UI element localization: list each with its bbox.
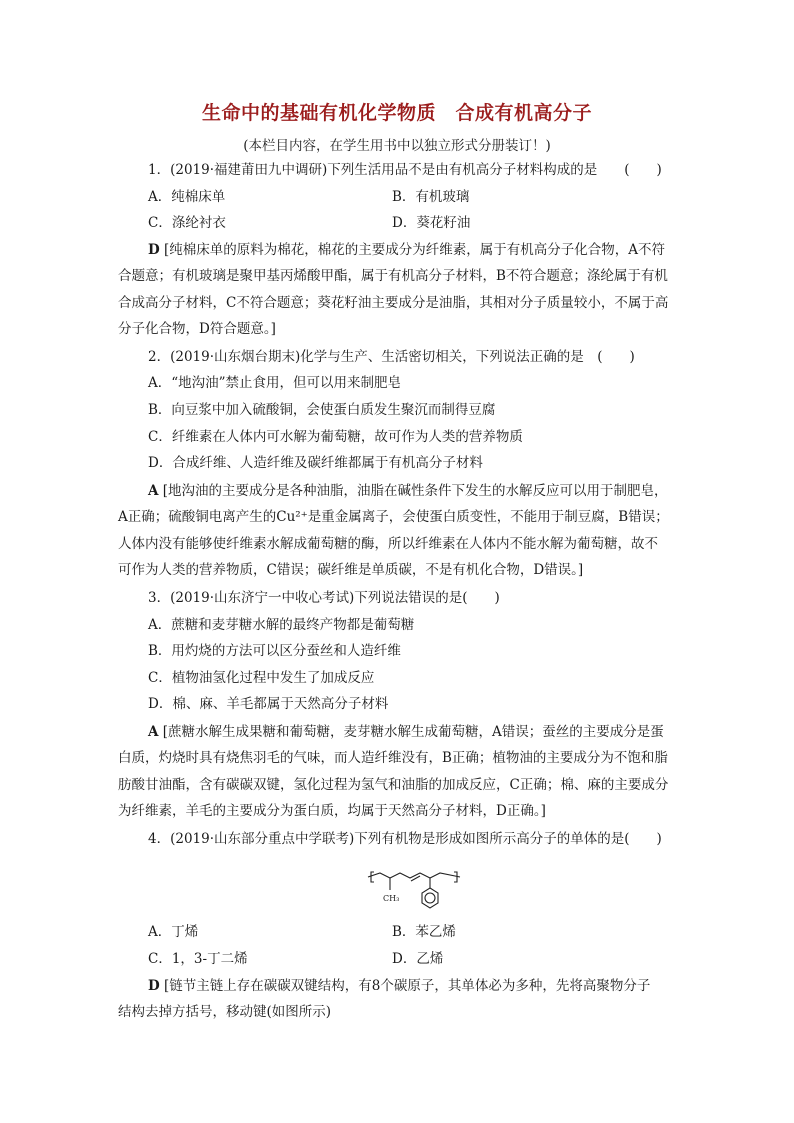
q1-option-b: B．有机玻璃 <box>392 189 470 205</box>
q2-option-c: C．纤维素在人体内可水解为葡萄糖，故可作为人类的营养物质 <box>148 429 523 445</box>
q2-option-a: A．“地沟油”禁止食用，但可以用来制肥皂 <box>148 375 402 391</box>
page-title: 生命中的基础有机化学物质 合成有机高分子 <box>201 102 592 124</box>
left-bracket <box>371 872 374 882</box>
q3-exp1: [蔗糖水解生成果糖和葡萄糖，麦芽糖水解生成葡萄糖，A错误；蚕丝的主要成分是蛋 <box>162 724 664 740</box>
q4-exp2: 结构去掉方括号，移动键(如图所示) <box>118 1004 332 1020</box>
q3-option-a: A．蔗糖和麦芽糖水解的最终产物都是葡萄糖 <box>148 617 415 633</box>
q4-option-d: D．乙烯 <box>392 951 444 967</box>
q3-explanation-line1 <box>148 722 664 742</box>
q2-answer: A <box>148 483 159 499</box>
q2-exp1: [地沟油的主要成分是各种油脂，油脂在碱性条件下发生的水解反应可以用于制肥皂， <box>162 483 668 499</box>
q1-exp3: 合成高分子材料，C不符合题意；葵花籽油主要成分是油脂，其相对分子质量较小，不属于高 <box>118 295 669 311</box>
q1-explanation-line1 <box>148 240 665 260</box>
q2-exp4: 可作为人类的营养物质，C错误；碳纤维是单质碳，不是有机化合物，D错误。] <box>118 562 584 578</box>
q4-answer: D <box>148 978 160 994</box>
q3-option-c: C．植物油氢化过程中发生了加成反应 <box>148 670 375 686</box>
q2-explanation-line1 <box>148 481 668 501</box>
q4-stem: 4．(2019·山东部分重点中学联考)下列有机物是形成如图所示高分子的单体的是( ) <box>148 831 662 847</box>
polymer-structure-diagram <box>366 868 466 920</box>
q4-option-b: B．苯乙烯 <box>392 924 456 940</box>
q3-stem: 3．(2019·山东济宁一中收心考试)下列说法错误的是( ) <box>148 590 500 606</box>
methyl-label: CH₃ <box>383 894 400 903</box>
q4-explanation-line1 <box>148 976 650 996</box>
q1-option-c: C．涤纶衬衣 <box>148 215 226 231</box>
benzene-ring <box>422 888 438 908</box>
q4-option-a: A．丁烯 <box>148 924 199 940</box>
q2-option-b: B．向豆浆中加入硫酸铜，会使蛋白质发生聚沉而制得豆腐 <box>148 402 496 418</box>
q3-answer: A <box>148 724 159 740</box>
q2-option-d: D．合成纤维、人造纤维及碳纤维都属于有机高分子材料 <box>148 455 483 471</box>
q2-exp3: 人体内没有能够使纤维素水解成葡萄糖的酶，所以纤维素在人体内不能水解为葡萄糖，故不 <box>118 536 658 552</box>
q2-stem: 2．(2019·山东烟台期末)化学与生产、生活密切相关，下列说法正确的是 ( ) <box>148 349 635 365</box>
q3-option-b: B．用灼烧的方法可以区分蚕丝和人造纤维 <box>148 643 401 659</box>
q1-answer: D <box>148 242 160 258</box>
q3-option-d: D．棉、麻、羊毛都属于天然高分子材料 <box>148 696 389 712</box>
q3-exp2: 白质，灼烧时具有烧焦羽毛的气味，而人造纤维没有，B正确；植物油的主要成分为不饱和脂 <box>118 750 668 766</box>
main-chain <box>368 873 460 878</box>
right-bracket <box>454 872 457 882</box>
q1-exp4: 分子化合物，D符合题意。] <box>118 321 276 337</box>
q1-exp1: [纯棉床单的原料为棉花，棉花的主要成分为纤维素，属于有机高分子化合物，A不符 <box>164 242 666 258</box>
q4-exp1: [链节主链上存在碳碳双键结构，有8个碳原子，其单体必为多种，先将高聚物分子 <box>164 978 651 994</box>
q3-exp3: 肪酸甘油酯，含有碳碳双键，氢化过程为氢气和油脂的加成反应，C正确；棉、麻的主要成分 <box>118 777 669 793</box>
q1-stem: 1．(2019·福建莆田九中调研)下列生活用品不是由有机高分子材料构成的是 ( ) <box>148 162 662 178</box>
q4-option-c: C．1，3-丁二烯 <box>148 951 248 967</box>
q1-option-d: D．葵花籽油 <box>392 215 471 231</box>
q2-exp2: A正确；硫酸铜电离产生的Cu²⁺是重金属离子，会使蛋白质变性，不能用于制豆腐，B错误； <box>118 509 669 525</box>
page-subtitle: (本栏目内容，在学生用书中以独立形式分册装订！) <box>243 138 551 154</box>
benzene-inner-circle <box>425 893 435 903</box>
q1-exp2: 合题意；有机玻璃是聚甲基丙烯酸甲酯，属于有机高分子材料，B不符合题意；涤纶属于有机 <box>118 268 668 284</box>
q1-option-a: A．纯棉床单 <box>148 189 226 205</box>
q3-exp4: 为纤维素，羊毛的主要成分为蛋白质，均属于天然高分子材料，D正确。] <box>118 803 546 819</box>
